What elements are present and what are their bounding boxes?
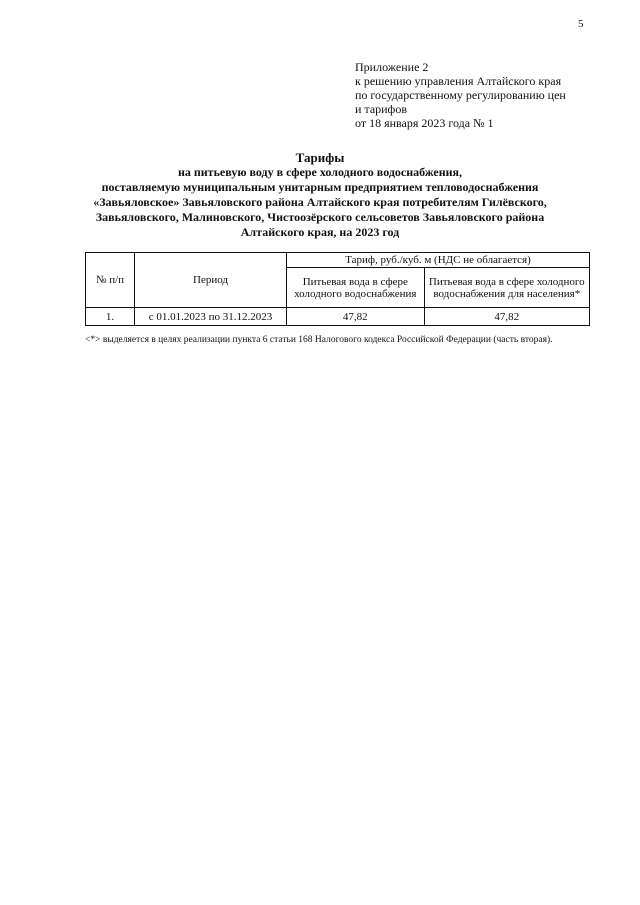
title-line: Алтайского края, на 2023 год [240, 225, 400, 239]
title-line: на питьевую воду в сфере холодного водоснабжения, [177, 165, 463, 179]
title-line: Завьяловского, Малиновского, Чистоозёрского сельсоветов Завьяловского района [95, 210, 545, 224]
cell-num: 1. [86, 308, 135, 326]
subheader-cold-water: Питьевая вода в сфере холодного водоснабжения [287, 268, 425, 308]
footnote: <*> выделяется в целях реализации пункта 6 статьи 168 Налогового кодекса Российской Федерации (часть вторая). [85, 335, 553, 345]
tariff-table [85, 252, 590, 326]
title-main: Тарифы [295, 150, 345, 165]
appendix-line: от 18 января 2023 года № 1 [355, 116, 494, 130]
title-line: «Завьяловское» Завьяловского района Алтайского края потребителям Гилёвского, [93, 195, 547, 209]
appendix-line: и тарифов [355, 102, 408, 116]
document-title [60, 150, 580, 240]
subheader-cold-water-population: Питьевая вода в сфере холодного водоснабжения для населения* [424, 268, 589, 308]
table-row [86, 308, 590, 326]
title-line: поставляемую муниципальным унитарным предприятием тепловодоснабжения [101, 180, 539, 194]
cell-tariff-2: 47,82 [424, 308, 589, 326]
cell-period: с 01.01.2023 по 31.12.2023 [135, 308, 287, 326]
appendix-line: по государственному регулированию цен [355, 88, 566, 102]
table-header-row [86, 253, 590, 268]
header-period: Период [135, 253, 287, 308]
header-tariff: Тариф, руб./куб. м (НДС не облагается) [287, 253, 590, 268]
appendix-block [355, 60, 566, 130]
page-number: 5 [578, 18, 584, 30]
appendix-line: Приложение 2 [355, 60, 429, 74]
appendix-line: к решению управления Алтайского края [355, 74, 562, 88]
header-num: № п/п [86, 253, 135, 308]
cell-tariff-1: 47,82 [287, 308, 425, 326]
